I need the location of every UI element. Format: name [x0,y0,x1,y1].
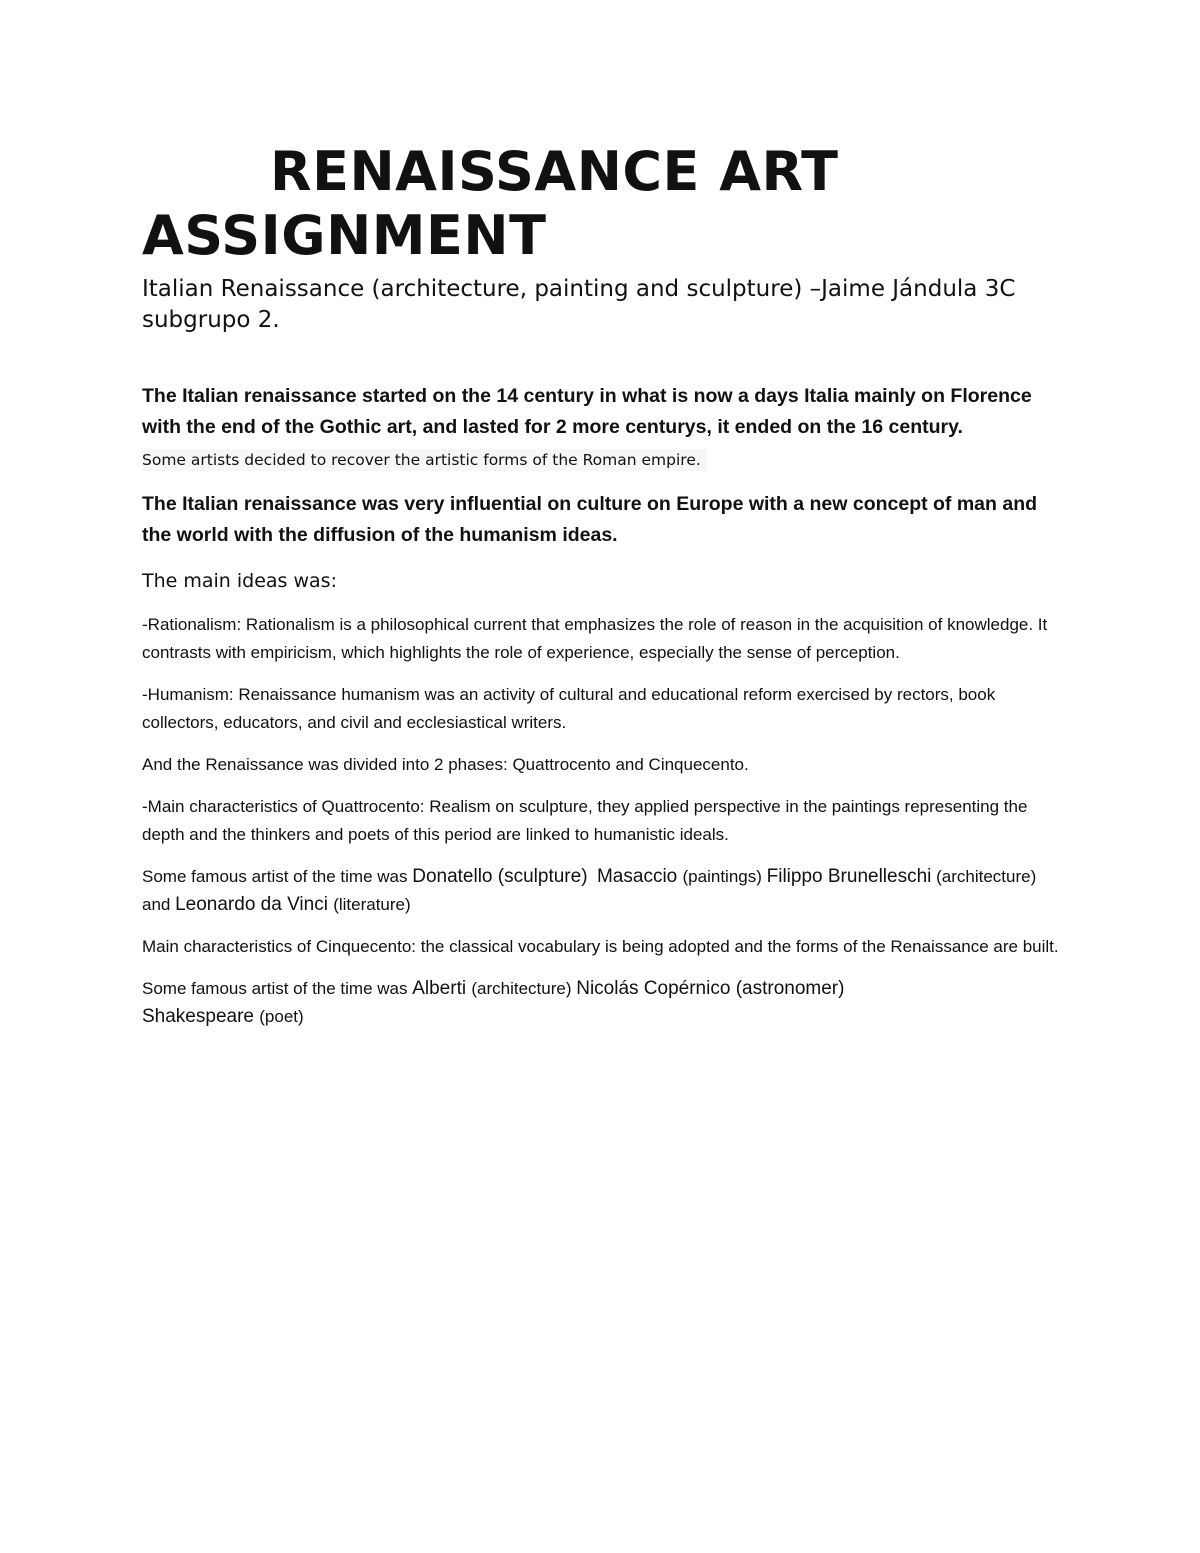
artist-brunelleschi-role: (architecture) and [142,867,1037,914]
cinquecento-artists-paragraph [142,975,1062,1031]
artist-shakespeare-role: (poet) [259,1007,304,1026]
quattrocento-paragraph: -Main characteristics of Quattrocento: Realism on sculpture, they applied perspective in the paintings representing the depth and the thinkers and poets of this period are linked to humanistic ideals. [142,797,1028,844]
title-line-2: ASSIGNMENT [142,204,547,267]
quattrocento-artists-paragraph [142,863,1062,919]
artist-alberti-role: (architecture) [471,979,577,998]
artist-alberti: Alberti [412,978,472,999]
artist-copernico: Nicolás Copérnico (astronomer) [576,978,845,999]
document-title [142,140,1062,268]
intro-note: Some artists decided to recover the artistic forms of the Roman empire. [142,449,707,471]
artist-masaccio-role: (paintings) [682,867,767,886]
cinque-artists-intro: Some famous artist of the time was [142,979,413,998]
intro-paragraph: The Italian renaissance started on the 14 century in what is now a days Italia mainly on Florence with the end of the Gothic art, and lasted for 2 more centurys, it ended on the 16 century. [142,385,1032,438]
artist-donatello: Donatello (sculpture) [412,866,588,887]
artist-leonardo: Leonardo da Vinci [175,894,334,915]
humanism-paragraph: -Humanism: Renaissance humanism was an activity of cultural and educational reform exercised by rectors, book collectors, educators, and civil and ecclesiastical writers. [142,685,996,732]
document-subtitle: Italian Renaissance (architecture, painting and sculpture) –Jaime Jándula 3C subgrupo 2. [142,276,1016,333]
artist-brunelleschi: Filippo Brunelleschi [766,866,932,887]
main-ideas-heading: The main ideas was: [142,570,337,592]
phases-paragraph: And the Renaissance was divided into 2 phases: Quattrocento and Cinquecento. [142,755,749,774]
quattro-artists-intro: Some famous artist of the time was [142,867,413,886]
rationalism-paragraph: -Rationalism: Rationalism is a philosophical current that emphasizes the role of reason in the acquisition of knowledge. It contrasts with empiricism, which highlights the role of experience, especially the sense of perception. [142,615,1048,662]
artist-shakespeare: Shakespeare [142,1006,260,1027]
influence-paragraph: The Italian renaissance was very influential on culture on Europe with a new concept of man and the world with the diffusion of the humanism ideas. [142,493,1038,546]
quattro-sep [588,867,597,886]
artist-masaccio: Masaccio [596,866,683,887]
title-line-1: RENAISSANCE ART [270,140,839,203]
artist-leonardo-role: (literature) [333,895,411,914]
document-page [142,140,1062,1031]
cinquecento-paragraph: Main characteristics of Cinquecento: the classical vocabulary is being adopted and the forms of the Renaissance are built. [142,937,1059,956]
